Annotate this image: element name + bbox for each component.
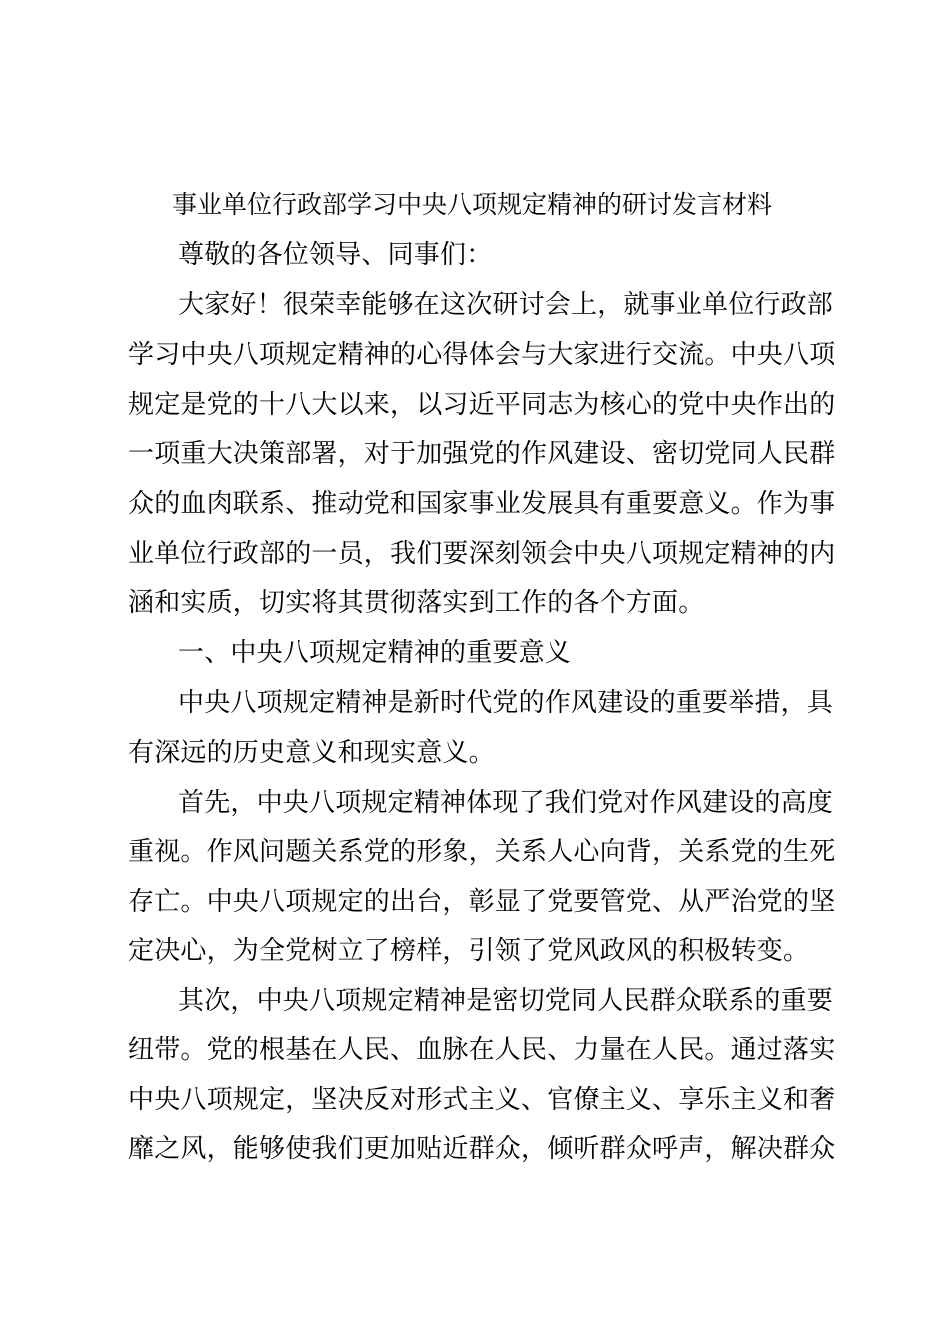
paragraph-line: 一项重大决策部署，对于加强党的作风建设、密切党同人民群 <box>128 439 836 469</box>
section-heading: 一、中央八项规定精神的重要意义 <box>178 638 572 668</box>
paragraph-line: 大家好！很荣幸能够在这次研讨会上，就事业单位行政部 <box>178 290 834 320</box>
greeting-line: 尊敬的各位领导、同事们： <box>178 240 493 270</box>
paragraph-line: 有深远的历史意义和现实意义。 <box>128 738 495 768</box>
paragraph-line: 众的血肉联系、推动党和国家事业发展具有重要意义。作为事 <box>128 489 836 519</box>
paragraph-line: 重视。作风问题关系党的形象，关系人心向背，关系党的生死 <box>128 837 836 867</box>
paragraph-line: 存亡。中央八项规定的出台，彰显了党要管党、从严治党的坚 <box>128 887 836 917</box>
paragraph-line: 中央八项规定精神是新时代党的作风建设的重要举措，具 <box>178 688 834 718</box>
paragraph-line: 靡之风，能够使我们更加贴近群众，倾听群众呼声，解决群众 <box>128 1134 836 1164</box>
paragraph-line: 业单位行政部的一员，我们要深刻领会中央八项规定精神的内 <box>128 539 836 569</box>
paragraph-line: 定决心，为全党树立了榜样，引领了党风政风的积极转变。 <box>128 936 810 966</box>
paragraph-line: 其次，中央八项规定精神是密切党同人民群众联系的重要 <box>178 986 834 1016</box>
paragraph-line: 规定是党的十八大以来，以习近平同志为核心的党中央作出的 <box>128 390 836 420</box>
paragraph-line: 首先，中央八项规定精神体现了我们党对作风建设的高度 <box>178 788 834 818</box>
paragraph-line: 涵和实质，切实将其贯彻落实到工作的各个方面。 <box>128 588 705 618</box>
paragraph-line: 中央八项规定，坚决反对形式主义、官僚主义、享乐主义和奢 <box>128 1085 836 1115</box>
paragraph-line: 学习中央八项规定精神的心得体会与大家进行交流。中央八项 <box>128 340 836 370</box>
paragraph-line: 纽带。党的根基在人民、血脉在人民、力量在人民。通过落实 <box>128 1035 836 1065</box>
document-title: 事业单位行政部学习中央八项规定精神的研讨发言材料 <box>172 190 773 219</box>
